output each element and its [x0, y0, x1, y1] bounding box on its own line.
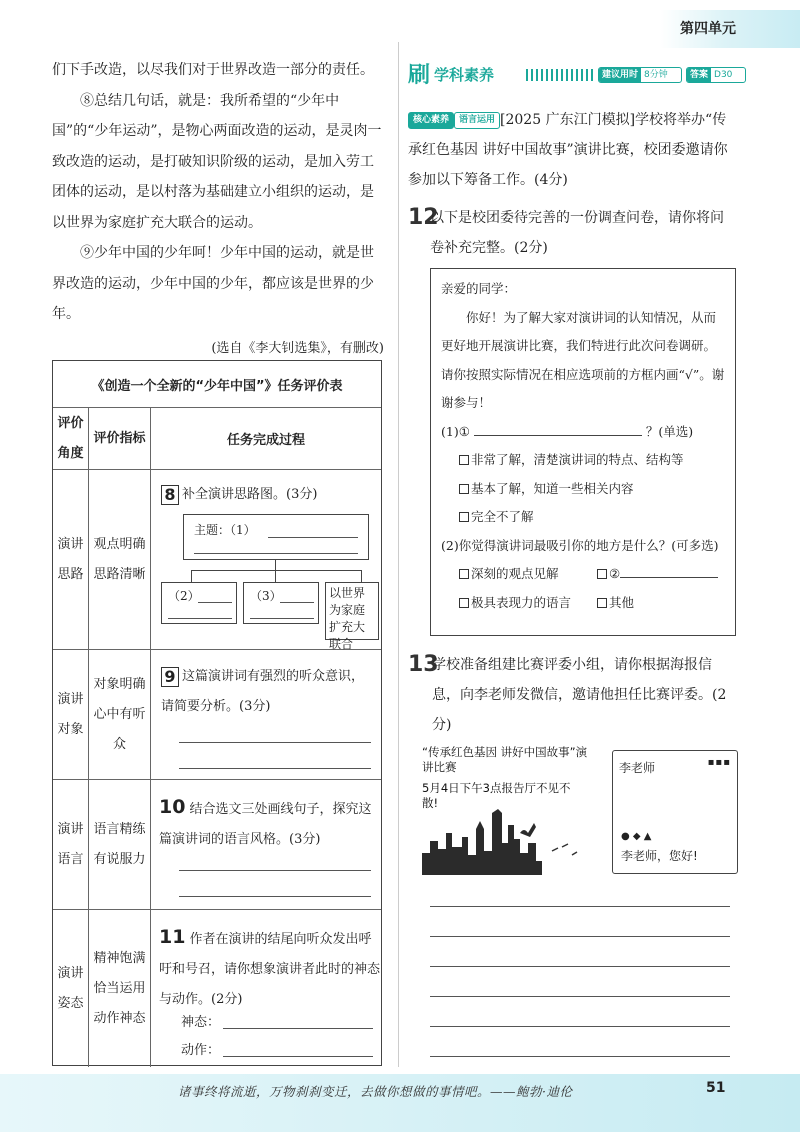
- question-text: 结合选文三处画线句子，探究这篇演讲词的语言风格。(3分): [159, 802, 372, 847]
- checkbox[interactable]: [459, 455, 469, 465]
- chat-message: 李老师，您好!: [621, 849, 698, 863]
- footer-quote: 诸事终将流逝，万物刹刹变迁，去做你想做的事情吧。——鲍勃·迪伦: [178, 1084, 573, 1099]
- unit-label: 第四单元: [680, 21, 736, 37]
- diagram-connector: [275, 560, 276, 570]
- row-angle: 演讲思路: [53, 470, 89, 649]
- task-evaluation-table: [52, 360, 382, 1066]
- city-skyline-illustration: [422, 803, 600, 875]
- table-title: 《创造一个全新的“少年中国”》任务评价表: [53, 361, 381, 408]
- header-indicator: 评价指标: [89, 408, 151, 469]
- question-10: [159, 792, 377, 855]
- table-row: [53, 650, 381, 780]
- question-12: [408, 203, 740, 256]
- diagram-connector: [191, 570, 361, 571]
- question-number: 8: [161, 485, 179, 505]
- diagram-theme-box: [183, 514, 369, 560]
- intro-paragraph: [408, 105, 740, 195]
- answer-line: [168, 618, 232, 619]
- checkbox[interactable]: [459, 598, 469, 608]
- question-9: [161, 662, 375, 722]
- field-dongzuo-label: 动作：: [181, 1043, 221, 1058]
- row-indicator: 精神饱满恰当运用动作神态: [89, 910, 151, 1067]
- answer-key: 答案: [687, 68, 711, 82]
- survey-greeting: 亲爱的同学：: [441, 281, 517, 296]
- paragraph-continued: 们下手改造，以尽我们对于世界改造一部分的责任。: [52, 62, 374, 78]
- diagram-connector: [275, 570, 276, 582]
- survey-option-row: [441, 589, 725, 618]
- answer-line: [179, 896, 371, 897]
- question-number: 12: [408, 205, 439, 230]
- decorative-stripes: [526, 69, 596, 81]
- row-process: [151, 910, 381, 1067]
- row-indicator: 对象明确心中有听众: [89, 650, 151, 779]
- option-label: 非常了解，清楚演讲词的特点、结构等: [471, 452, 684, 467]
- row-indicator: 语言精练有说服力: [89, 780, 151, 909]
- survey-option[interactable]: [597, 589, 634, 618]
- survey-option[interactable]: [441, 446, 725, 475]
- chat-contact-name: 李老师: [619, 761, 656, 775]
- survey-option[interactable]: [459, 566, 559, 581]
- poster-title: “传承红色基因 讲好中国故事”演讲比赛: [422, 745, 588, 774]
- answer-ref-pill: [686, 67, 746, 83]
- signal-icon: ▪▪▪: [707, 757, 731, 768]
- wechat-chat-window: [612, 750, 738, 874]
- question-8: [161, 480, 317, 510]
- option-label: 极具表现力的语言: [471, 594, 572, 610]
- survey-option[interactable]: [441, 503, 725, 532]
- answer-line: [223, 1056, 373, 1057]
- checkbox[interactable]: [459, 512, 469, 522]
- question-text: 以下是校团委待完善的一份调查问卷，请你将问卷补充完整。(2分): [430, 210, 724, 256]
- paragraph-8: ⑧总结几句话，就是：我所希望的“少年中国”的“少年运动”，是物心两面改造的运动，是灵肉一致改造的运动，是打破知识阶级的运动，是加入劳工团体的运动，是以村落为基础建立小组织的运动，是以世界为家庭扩充大联合的运动。: [52, 92, 382, 231]
- question-text: 补全演讲思路图。(3分): [182, 487, 318, 502]
- question-number: 10: [159, 796, 186, 818]
- time-value: 8分钟: [644, 70, 668, 80]
- question-13: [408, 650, 740, 733]
- language-use-tag: 语言运用: [454, 112, 500, 129]
- suggested-time-pill: [598, 67, 682, 83]
- row-indicator: 观点明确思路清晰: [89, 470, 151, 649]
- diagram-box-2-label: （2）: [168, 589, 200, 603]
- answer-line: [179, 870, 371, 871]
- answer-line: [179, 742, 371, 743]
- diagram-box-4: 以世界为家庭扩充大联合: [325, 582, 379, 640]
- question-text: 作者在演讲的结尾向听众发出呼吁和号召，请你想象演讲者此时的神态与动作。(2分): [159, 932, 381, 1007]
- table-header-row: [53, 408, 381, 470]
- survey-option-row: [441, 560, 725, 589]
- survey-q1-label: (1)①: [441, 423, 470, 439]
- diagram-box-2: [161, 582, 237, 624]
- answer-line: [194, 553, 358, 554]
- checkbox[interactable]: [459, 569, 469, 579]
- header-process: 任务完成过程: [226, 433, 305, 448]
- answer-line: [430, 996, 730, 997]
- paragraph-9: ⑨少年中国的少年呵！少年中国的运动，就是世界改造的运动，少年中国的少年，都应该是世界的少年。: [52, 245, 374, 322]
- question-text: 这篇演讲词有强烈的听众意识，请简要分析。(3分): [161, 669, 365, 714]
- answer-line: [430, 936, 730, 937]
- table-row: [53, 910, 381, 1067]
- row-angle: 演讲姿态: [53, 910, 89, 1067]
- option-label: 深刻的观点见解: [471, 566, 559, 581]
- row-process: [151, 470, 381, 649]
- survey-q1-tail: ？(单选): [645, 423, 694, 439]
- option-label: 完全不了解: [471, 509, 534, 524]
- option-label: ②: [609, 566, 621, 581]
- answer-line: [430, 906, 730, 907]
- answer-line: [250, 618, 314, 619]
- row-angle: 演讲语言: [53, 780, 89, 909]
- table-row: [53, 780, 381, 910]
- emoji-icons: ● ◆ ▲: [621, 831, 652, 842]
- answer-line: [179, 768, 371, 769]
- survey-box: [430, 268, 736, 636]
- diagram-box-3: [243, 582, 319, 624]
- diagram-connector: [191, 570, 192, 582]
- answer-line: [474, 424, 642, 436]
- diagram-box-3-label: （3）: [250, 589, 282, 603]
- header-angle: 评价角度: [53, 408, 89, 469]
- source-citation: (选自《李大钊选集》，有删改): [211, 340, 384, 356]
- survey-option[interactable]: [441, 475, 725, 504]
- answer-line: [198, 602, 232, 603]
- answer-value: D30: [714, 70, 733, 80]
- core-literacy-tag: 核心素养: [408, 112, 454, 129]
- survey-body: 你好！为了解大家对演讲词的认知情况，从而更好地开展演讲比赛，我们特进行此次问卷调研。请你按照实际情况在相应选项前的方框内画“√”。谢谢参与！: [441, 309, 725, 410]
- subject-literacy-header: [408, 58, 748, 90]
- answer-line: [430, 1026, 730, 1027]
- question-text: 学校准备组建比赛评委小组，请你根据海报信息，向李老师发微信，邀请他担任比赛评委。(2分): [432, 657, 727, 733]
- event-poster: [422, 745, 600, 875]
- field-shentai-label: 神态：: [181, 1015, 221, 1030]
- brand-mark: 刷: [408, 63, 431, 88]
- survey-option[interactable]: [597, 560, 718, 589]
- column-divider: [398, 42, 399, 1067]
- row-process: [151, 780, 381, 909]
- option-label: 基本了解，知道一些相关内容: [471, 480, 634, 496]
- brand-subtitle: 学科素养: [434, 66, 495, 84]
- question-11: [159, 922, 381, 1015]
- question-number: 13: [408, 652, 439, 677]
- survey-q1: [441, 418, 725, 447]
- survey-q2: (2)你觉得演讲词最吸引你的地方是什么？(可多选): [441, 537, 719, 553]
- answer-line: [223, 1028, 373, 1029]
- checkbox[interactable]: [597, 598, 607, 608]
- poster-info: 5月4日下午3点报告厅不见不散!: [422, 781, 571, 810]
- left-text-column: [52, 55, 384, 364]
- checkbox[interactable]: [459, 484, 469, 494]
- intro-text: [2025 广东江门模拟]学校将举办“传承红色基因 讲好中国故事”演讲比赛，校团委邀请你参加以下筹备工作。(4分): [408, 112, 728, 188]
- table-row: [53, 470, 381, 650]
- survey-option[interactable]: [459, 595, 571, 610]
- answer-line: [280, 602, 314, 603]
- answer-line: [430, 966, 730, 967]
- question-number: 11: [159, 926, 186, 948]
- checkbox[interactable]: [597, 569, 607, 579]
- page-number: 51: [706, 1080, 726, 1096]
- time-key: 建议用时: [599, 68, 641, 82]
- answer-line: [268, 537, 358, 538]
- diagram-connector: [361, 570, 362, 582]
- row-angle: 演讲对象: [53, 650, 89, 779]
- row-process: [151, 650, 381, 779]
- question-number: 9: [161, 667, 179, 687]
- answer-line: [620, 566, 718, 578]
- answer-line: [430, 1056, 730, 1057]
- diagram-theme-label: 主题：（1）: [194, 523, 256, 537]
- option-label: 其他: [609, 594, 635, 610]
